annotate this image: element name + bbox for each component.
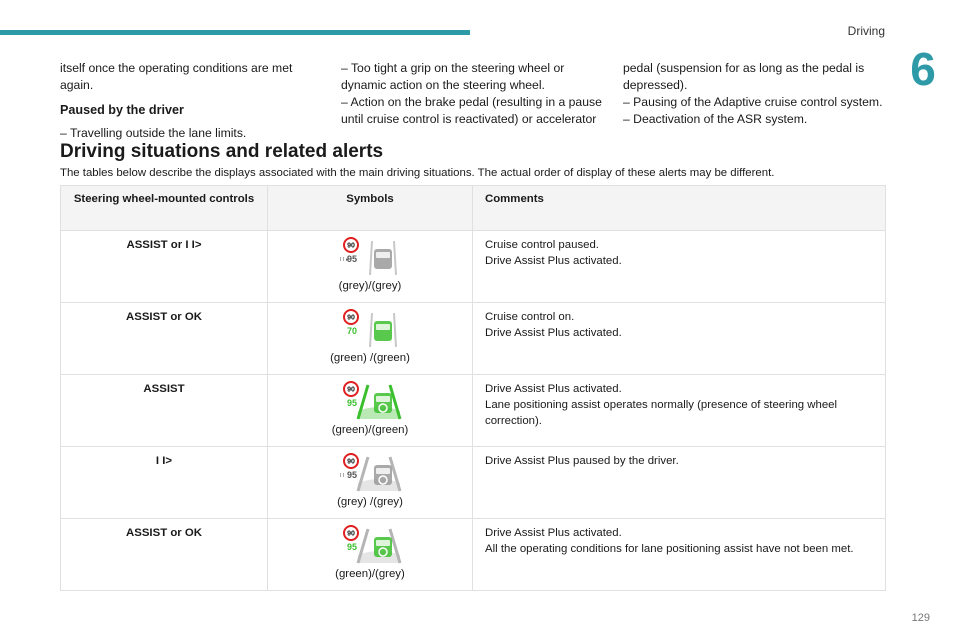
symbol-color-caption: (green) /(green) [330,352,410,364]
cell-control: ASSIST or OK [61,303,268,375]
table-header-row [61,186,886,231]
cell-symbol [268,375,473,447]
cell-control: ASSIST or OK [61,519,268,591]
cell-control: I I> [61,447,268,519]
comment-line-2: Lane positioning assist operates normally (presence of steering wheel correction). [485,399,838,427]
set-speed-value: 95 [346,470,358,480]
text-column-1 [60,60,310,142]
page-number: 129 [911,612,930,624]
comment-line-1: Drive Assist Plus activated. [485,527,622,539]
speed-limit-value: 90 [347,386,355,394]
table-row [61,447,886,519]
speed-limit-value: 90 [347,530,355,538]
comment-line-2: Drive Assist Plus activated. [485,327,622,339]
header-symbols: Symbols [268,186,473,231]
header-controls: Steering wheel-mounted controls [61,186,268,231]
cell-symbol [268,447,473,519]
section-name: Driving [847,24,885,38]
table-body [61,231,886,591]
symbol-color-caption: (green)/(grey) [335,568,405,580]
text-column-2 [341,60,606,128]
cell-comment [473,447,886,519]
col2-list-item-1: – Too tight a grip on the steering wheel or dynamic action on the steering wheel. [341,61,565,92]
cell-comment [473,375,886,447]
speed-limit-value: 90 [347,314,355,322]
speed-limit-value: 90 [347,458,355,466]
cell-control: ASSIST or I I> [61,231,268,303]
cell-comment [473,519,886,591]
set-speed-value: 95 [346,542,358,552]
header-comments: Comments [473,186,886,231]
comment-line-2: All the operating conditions for lane positioning assist have not been met. [485,543,854,555]
col1-list-item: – Travelling outside the lane limits. [60,126,247,140]
cell-symbol [268,519,473,591]
table-row [61,231,886,303]
cell-symbol [268,231,473,303]
cell-comment [473,303,886,375]
symbol-color-caption: (grey)/(grey) [338,280,402,292]
alerts-table [60,185,886,591]
chapter-number: 6 [910,43,936,95]
drive-assist-status-icon [338,309,402,349]
comment-line-1: Cruise control paused. [485,239,599,251]
drive-assist-status-icon [338,525,402,565]
table-row [61,519,886,591]
set-speed-value: 95 [346,254,358,264]
comment-line-2: Drive Assist Plus activated. [485,255,622,267]
col1-text: itself once the operating conditions are met again. [60,61,293,92]
table-row [61,375,886,447]
comment-line-1: Drive Assist Plus paused by the driver. [485,455,679,467]
cell-symbol [268,303,473,375]
pause-indicator: I I ▸ [340,257,349,263]
subheading-paused-by-driver: Paused by the driver [60,103,184,117]
cell-control: ASSIST [61,375,268,447]
drive-assist-status-icon [338,237,402,277]
drive-assist-status-icon [338,381,402,421]
table-row [61,303,886,375]
header-accent-bar [0,30,470,35]
col3-text: pedal (suspension for as long as the pedal is depressed). [623,61,865,92]
cell-comment [473,231,886,303]
col2-list-item-2: – Action on the brake pedal (resulting in a pause until cruise control is reactivated) or accelerator [341,95,602,126]
section-title: Driving situations and related alerts [60,141,384,162]
col3-list-item-1: – Pausing of the Adaptive cruise control system. [623,95,883,109]
section-intro: The tables below describe the displays associated with the main driving situations. The actual order of display of these alerts may be different. [60,167,775,179]
text-column-3 [623,60,893,128]
set-speed-value: 95 [346,398,358,408]
pause-indicator: I I [340,473,345,479]
comment-line-1: Cruise control on. [485,311,575,323]
symbol-color-caption: (grey) /(grey) [337,496,403,508]
symbol-color-caption: (green)/(green) [331,424,409,436]
speed-limit-value: 90 [347,242,355,250]
col3-list-item-2: – Deactivation of the ASR system. [623,112,808,126]
set-speed-value: 70 [346,326,358,336]
comment-line-1: Drive Assist Plus activated. [485,383,622,395]
drive-assist-status-icon [338,453,402,493]
